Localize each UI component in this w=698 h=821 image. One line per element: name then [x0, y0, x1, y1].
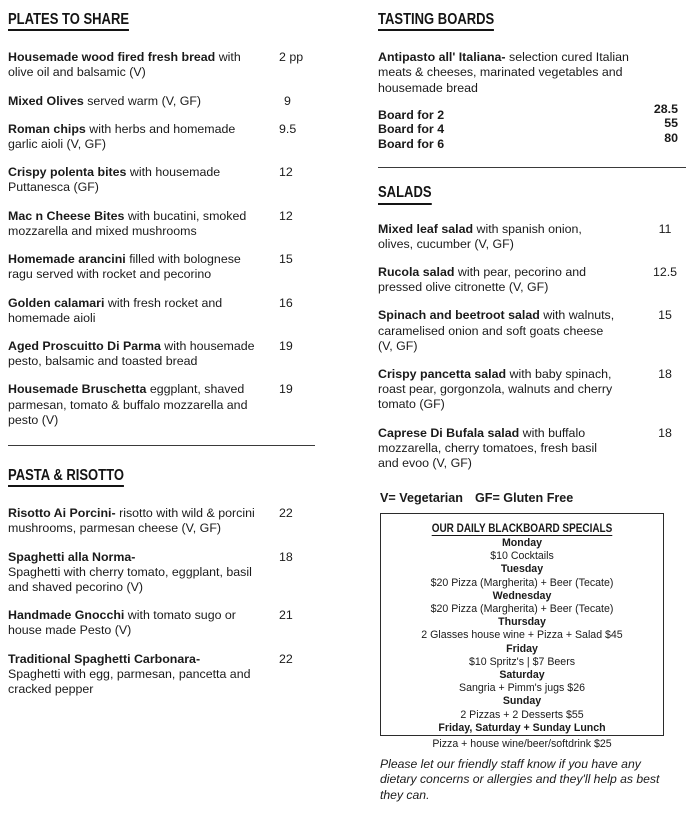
- tasting-board-label: Board for 2: [378, 107, 445, 122]
- menu-item-price: 18: [658, 425, 672, 440]
- menu-item-price: 12: [279, 165, 293, 180]
- section-title: SALADS: [378, 185, 432, 204]
- menu-item-desc: with housemade Puttanesca (GF): [8, 165, 221, 195]
- menu-item: [8, 94, 370, 109]
- menu-item-price: 12.5: [652, 265, 678, 280]
- menu-item-desc: with buffalo mozzarella, cherry tomatoes, fresh basil and evoo (V, GF): [378, 425, 597, 471]
- menu-item: [8, 652, 370, 698]
- menu-item-desc: with baby spinach, roast pear, gorgonzola, walnuts and cherry tomato (GF): [378, 367, 613, 412]
- menu-item-price: 18: [279, 549, 293, 564]
- menu-item-text: [8, 209, 264, 239]
- menu-item-price: 2 pp: [279, 50, 304, 65]
- menu-item-name: Mixed leaf salad: [378, 221, 474, 236]
- menu-item-name: Golden calamari: [8, 295, 105, 310]
- tasting-board-label: Board for 6: [378, 136, 445, 151]
- menu-item-name: Spinach and beetroot salad: [378, 308, 540, 323]
- specials-day: Friday: [506, 642, 538, 655]
- menu-item-name: Housemade Bruschetta: [8, 382, 147, 397]
- dietary-legend: [380, 491, 688, 505]
- menu-item: [8, 122, 370, 152]
- menu-item-price: 19: [279, 338, 293, 353]
- menu-item: [378, 308, 688, 354]
- menu-item-text: [8, 122, 264, 152]
- tasting-board-label: Board for 4: [378, 122, 445, 137]
- tasting-board-row: [378, 108, 688, 123]
- section-header-plates-to-share: [8, 12, 370, 31]
- menu-item-text: [8, 608, 264, 638]
- section-title: PASTA & RISOTTO: [8, 468, 124, 487]
- menu-item: [8, 382, 370, 428]
- tasting-board-options: [378, 101, 688, 152]
- specials-day: Saturday: [499, 669, 545, 682]
- section-title: TASTING BOARDS: [378, 12, 494, 31]
- section-header-pasta-risotto: [8, 468, 370, 487]
- menu-item: [378, 367, 688, 413]
- menu-item-text: [8, 252, 264, 282]
- menu-item-price: 15: [279, 252, 293, 267]
- specials-day: Friday, Saturday + Sunday Lunch: [438, 721, 606, 734]
- specials-offer: $20 Pizza (Margherita) + Beer (Tecate): [430, 576, 614, 589]
- specials-offer: Pizza + house wine/beer/softdrink $25: [432, 738, 612, 751]
- legend-vegetarian: V= Vegetarian: [380, 491, 463, 506]
- tasting-board-row: [378, 122, 688, 137]
- dietary-footnote: Please let our friendly staff know if you have any dietary concerns or allergies and they'll help as best they can.: [380, 757, 660, 802]
- menu-item-price: 18: [658, 367, 672, 382]
- menu-item-text: [8, 550, 264, 596]
- menu-item: [8, 296, 370, 326]
- menu-item-desc: filled with bolognese ragu served with rocket and pecorino: [8, 252, 241, 282]
- menu-item-name: Homemade arancini: [8, 252, 126, 267]
- section-header-salads: [378, 185, 688, 204]
- specials-title-wrap: [381, 519, 663, 537]
- section-divider: [378, 167, 686, 168]
- menu-item-price: 9: [284, 93, 291, 108]
- menu-item-desc: Spaghetti with egg, parmesan, pancetta and cracked pepper: [8, 666, 251, 697]
- specials-offer: Sangria + Pimm's jugs $26: [459, 682, 585, 695]
- menu-item-desc: with fresh rocket and homemade aioli: [8, 295, 223, 325]
- menu-item-price: 22: [279, 506, 293, 521]
- specials-day: Tuesday: [500, 563, 544, 576]
- tasting-board-feature: [378, 50, 630, 96]
- legend-gluten-free: GF= Gluten Free: [474, 491, 574, 506]
- tasting-board-row: [378, 137, 688, 152]
- specials-offer: 2 Pizzas + 2 Desserts $55: [460, 708, 584, 721]
- right-column: [370, 0, 698, 821]
- menu-item: [8, 339, 370, 369]
- menu-item-text: [8, 382, 264, 428]
- specials-day: Sunday: [502, 695, 542, 708]
- menu-item-price: 11: [658, 221, 672, 236]
- menu-item-name: Roman chips: [8, 121, 86, 136]
- specials-offer: $20 Pizza (Margherita) + Beer (Tecate): [430, 603, 614, 616]
- menu-item-price: 12: [279, 208, 293, 223]
- menu-item-desc: Spaghetti with cherry tomato, eggplant, basil and shaved pecorino (V): [8, 564, 252, 594]
- menu-item-name: Risotto Ai Porcini-: [8, 506, 116, 521]
- menu-item-name: Crispy polenta bites: [8, 165, 127, 180]
- menu-item-text: [8, 94, 264, 109]
- menu-item-desc: with housemade pesto, balsamic and toasted bread: [8, 338, 255, 369]
- menu-item: [8, 165, 370, 195]
- menu-item: [8, 50, 370, 80]
- menu-item: [8, 608, 370, 638]
- specials-offer: $10 Spritz's | $7 Beers: [468, 655, 576, 668]
- menu-item-name: Traditional Spaghetti Carbonara-: [8, 651, 201, 666]
- menu-item-price: 21: [279, 608, 293, 623]
- tasting-board-price: 55: [664, 116, 678, 131]
- menu-item: [8, 209, 370, 239]
- specials-offer: $10 Cocktails: [490, 550, 554, 563]
- menu-item-desc: with tomato sugo or house made Pesto (V): [8, 608, 236, 638]
- menu-item-desc: with walnuts, caramelised onion and soft goats cheese (V, GF): [378, 308, 615, 353]
- menu-item: [378, 222, 688, 252]
- tasting-board-price: 80: [664, 130, 678, 145]
- menu-item-name: Spaghetti alla Norma-: [8, 549, 136, 564]
- menu-item-text: [378, 265, 622, 295]
- menu-item-name: Mixed Olives: [8, 93, 84, 108]
- tasting-board-desc: selection cured Italian meats & cheeses, marinated vegetables and housemade bread: [378, 50, 629, 95]
- menu-item-text: [378, 222, 622, 252]
- menu-item-text: [8, 339, 264, 369]
- menu-item-desc: with herbs and homemade garlic aioli (V, GF): [8, 121, 236, 152]
- specials-offer: 2 Glasses house wine + Pizza + Salad $45: [421, 629, 623, 642]
- specials-title: OUR DAILY BLACKBOARD SPECIALS: [431, 522, 613, 535]
- tasting-board-price: 28.5: [653, 101, 678, 116]
- menu-item-price: 9.5: [279, 121, 297, 136]
- menu-item-text: [8, 296, 264, 326]
- menu-item: [8, 550, 370, 596]
- menu-item-price: 16: [279, 295, 293, 310]
- menu-item-desc: eggplant, shaved parmesan, tomato & buffalo mozzarella and pesto (V): [8, 382, 248, 427]
- menu-item-desc: served warm (V, GF): [83, 93, 202, 108]
- menu-item-desc: with bucatini, smoked mozzarella and mixed mushrooms: [8, 208, 247, 238]
- menu-item-desc: with spanish onion, olives, cucumber (V, GF): [378, 221, 582, 251]
- specials-day: Monday: [501, 537, 543, 549]
- blackboard-specials-box: [380, 513, 664, 751]
- menu-item-text: [8, 50, 264, 80]
- menu-item-desc: with olive oil and balsamic (V): [8, 50, 241, 80]
- menu-item-text: [8, 165, 264, 195]
- menu-item-name: Caprese Di Bufala salad: [378, 425, 520, 440]
- menu-item-name: Handmade Gnocchi: [8, 608, 125, 623]
- section-title: PLATES TO SHARE: [8, 12, 129, 31]
- tasting-board-name: Antipasto all' Italiana-: [378, 50, 506, 65]
- menu-item-desc: risotto with wild & porcini mushrooms, parmesan cheese (V, GF): [8, 506, 255, 536]
- menu-item-text: [378, 308, 622, 354]
- menu-item: [378, 265, 688, 295]
- menu-item-name: Housemade wood fired fresh bread: [8, 50, 216, 65]
- section-header-tasting-boards: [378, 12, 688, 31]
- menu-item-text: [8, 652, 264, 698]
- menu-item-desc: with pear, pecorino and pressed olive citronette (V, GF): [378, 265, 587, 295]
- menu-item: [8, 506, 370, 536]
- menu-item-text: [378, 367, 622, 413]
- menu-item-text: [8, 506, 264, 536]
- menu-item-name: Mac n Cheese Bites: [8, 208, 125, 223]
- specials-day: Wednesday: [492, 589, 552, 602]
- specials-day: Thursday: [498, 616, 546, 629]
- menu-item-name: Aged Proscuitto Di Parma: [8, 338, 161, 353]
- menu-item: [378, 426, 688, 472]
- menu-item-price: 15: [658, 308, 672, 323]
- menu-item-name: Crispy pancetta salad: [378, 367, 507, 382]
- menu-item-price: 22: [279, 651, 293, 666]
- menu-item: [8, 252, 370, 282]
- menu-item-price: 19: [279, 382, 293, 397]
- section-divider: [8, 445, 315, 446]
- menu-item-text: [378, 426, 622, 472]
- tasting-board-prices: [654, 102, 678, 146]
- menu-item-name: Rucola salad: [378, 265, 455, 280]
